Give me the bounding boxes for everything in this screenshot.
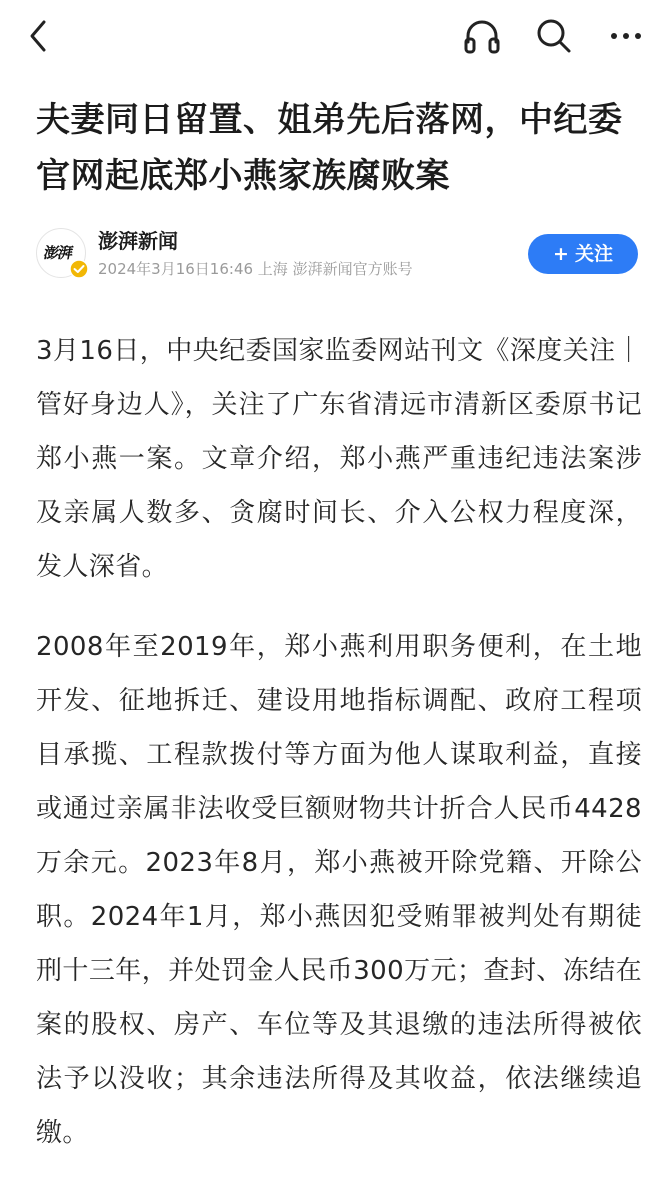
top-bar xyxy=(0,0,671,72)
publish-meta: 2024年3月16日16:46 上海 澎湃新闻官方账号 xyxy=(98,260,413,278)
more-icon[interactable] xyxy=(602,14,650,58)
author-row xyxy=(36,226,646,286)
headphone-icon[interactable] xyxy=(460,14,504,58)
verified-badge-icon xyxy=(69,259,89,279)
article-paragraph: 2008年至2019年，郑小燕利用职务便利，在土地开发、征地拆迁、建设用地指标调配、政府工程项目承揽、工程款拨付等方面为他人谋取利益，直接或通过亲属非法收受巨额财物共计折合人民币4428万余元。2023年8月，郑小燕被开除党籍、开除公职。2024年1月，郑小燕因犯受贿罪被判处有期徒刑十三年，并处罚金人民币300万元；查封、冻结在案的股权、房产、车位等及其退缴的违法所得被依法予以没收；其余违法所得及其收益，依法继续追缴。 xyxy=(36,632,642,1148)
follow-button[interactable] xyxy=(528,234,638,274)
search-icon[interactable] xyxy=(532,14,576,58)
back-icon[interactable] xyxy=(22,16,58,56)
avatar[interactable] xyxy=(36,228,86,278)
article-title: 夫妻同日留置、姐弟先后落网，中纪委官网起底郑小燕家族腐败案 xyxy=(36,100,623,196)
follow-label: 关注 xyxy=(574,243,613,265)
avatar-logo-text: 澎湃 xyxy=(42,244,74,262)
author-name[interactable]: 澎湃新闻 xyxy=(98,229,178,253)
plus-icon: + xyxy=(553,243,569,265)
article-paragraph: 3月16日，中央纪委国家监委网站刊文《深度关注｜管好身边人》，关注了广东省清远市清新区委原书记郑小燕一案。文章介绍，郑小燕严重违纪违法案涉及亲属人数多、贪腐时间长、介入公权力程度深，发人深省。 xyxy=(36,336,642,582)
